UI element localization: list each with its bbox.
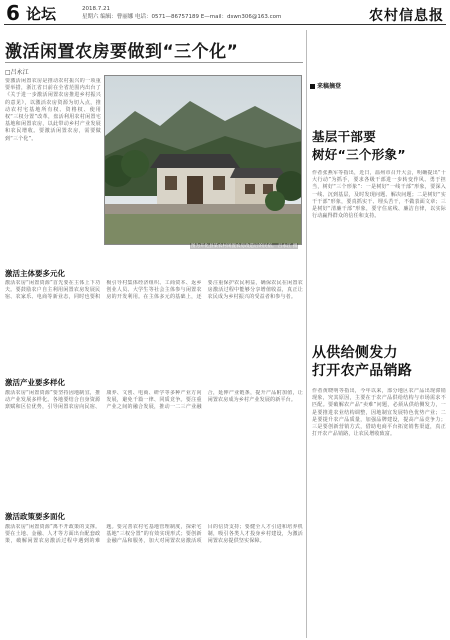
- masthead: [4, 3, 446, 25]
- section-text-2: 激活农房“闲置资源”要坚持因地制宜，推动产业发展多样化。各地要结合自身资源禀赋和区位优势，引导闲置农房向民宿、康养、文创、电商、研学等多种产业方向发展，避免千篇一律、同质竞争。要注重产业之间的融合发展，推动一二三产业融合，延伸产业链条，提升产品附加值，让闲置农房成为乡村产业发展的新平台。: [5, 390, 303, 411]
- section-text-3: 激活农房“闲置资源”离不开政策的支撑。要在土地、金融、人才等方面出台配套政策，破解闲置农房激活过程中遇到的难题。要完善农村宅基地管理制度，探索宅基地“三权分置”的有效实现形式；要创新金融产品和服务，加大对闲置农房激活项目的信贷支持；要健全人才引进和培养机制，吸引各类人才投身乡村建设，为激活闲置农房提供坚实保障。: [5, 524, 303, 545]
- article-photo: [104, 75, 302, 245]
- section-text-1: 激活农房“闲置资源”首先要在主体上下功夫。要鼓励农户自主利用闲置农房发展民宿、农家乐、电商等新业态，同时也要积极引导村集体经济组织、工商资本、返乡创业人员、大学生等社会主体参与闲置农房的开发利用。在主体多元的基础上，还要注重保护农民利益，确保农民在闲置农房激活过程中能够分享增值收益，真正让农民成为乡村振兴的受益者和参与者。: [5, 280, 303, 301]
- square-bullet-icon: [310, 84, 315, 89]
- section-name: 论坛: [26, 5, 57, 23]
- issue-date: 2018.7.21: [82, 6, 110, 12]
- section-head-2: 激活产业要多样化: [5, 378, 65, 387]
- headline-divider: [5, 62, 303, 63]
- article-byline: □吕永江: [5, 69, 29, 76]
- sidebar-title-1-line-1: 基层干部要: [312, 129, 377, 144]
- column-divider: [306, 30, 307, 638]
- article-intro: 要激活闲置农房是推动农村振兴的一项重要举措，浙江省日前在全省范围内出台了《关于进一步激活闲置农房推进乡村振兴的意见》，以激活农房资源为切入点，推动农村宅基地所有权、资格权、使用权“三权分置”改革，盘活利用农村闲置宅基地和闲置农房，以此带动乡村产业发展和农民增收。要激活闲置农房，需要做到“三个化”。: [5, 78, 101, 142]
- sidebar-tag: [310, 81, 341, 90]
- village-house-photo: [105, 76, 302, 245]
- sidebar-text-2: 作者黄晓明等指出，今年以来，部分地区农产品出现滞销现象，究其原因，主要在于农产品供给结构与市场需求不匹配。要破解农产品“卖难”问题，必须从供给侧发力，一是要推进农业结构调整，因地制宜发展特色优势产业；二是要提升农产品质量，加强品牌建设，提高产品竞争力；三是要创新营销方式，借助电商平台拓宽销售渠道，真正打开农产品销路，让农民增收致富。: [312, 388, 446, 438]
- sidebar-title-1-line-2: 树好“三个形象”: [312, 147, 406, 162]
- sidebar-tag-label: 来稿摘登: [317, 83, 342, 90]
- sidebar-title-2-line-2: 打开农产品销路: [312, 363, 413, 379]
- section-head-3: 激活政策要多面化: [5, 512, 65, 521]
- sidebar-title-2-line-1: 从供给侧发力: [312, 345, 398, 361]
- newspaper-brand: 农村信息报: [369, 8, 444, 24]
- page-number: 6: [6, 1, 20, 25]
- sidebar-text-1: 作者张燕军等指出，近日，温州市召开大会，明确提出“十大行动”为抓手，要求各级干部进一步转变作风、勇于担当，树好“三个形象”：一是树好“一线干部”形象，要深入一线、沉到基层，及时发现问题、解决问题；二是树好“实干干部”形象，要真抓实干、埋头苦干，不做表面文章；三是树好“清廉干部”形象，要守住底线、廉洁自律，以实际行动赢得群众的信任和支持。: [312, 170, 446, 220]
- photo-caption: 图为开化县某农村闲置农房改造后的民宿。 吕永江 摄: [191, 244, 298, 249]
- article-headline: 激活闲置农房要做到“三个化”: [5, 42, 239, 62]
- section-head-1: 激活主体要多元化: [5, 269, 65, 278]
- editor-contact-info: 星期六 编辑：曹丽娜 电话：0571—86757189 E—mail：dswn306@163.com: [82, 14, 282, 20]
